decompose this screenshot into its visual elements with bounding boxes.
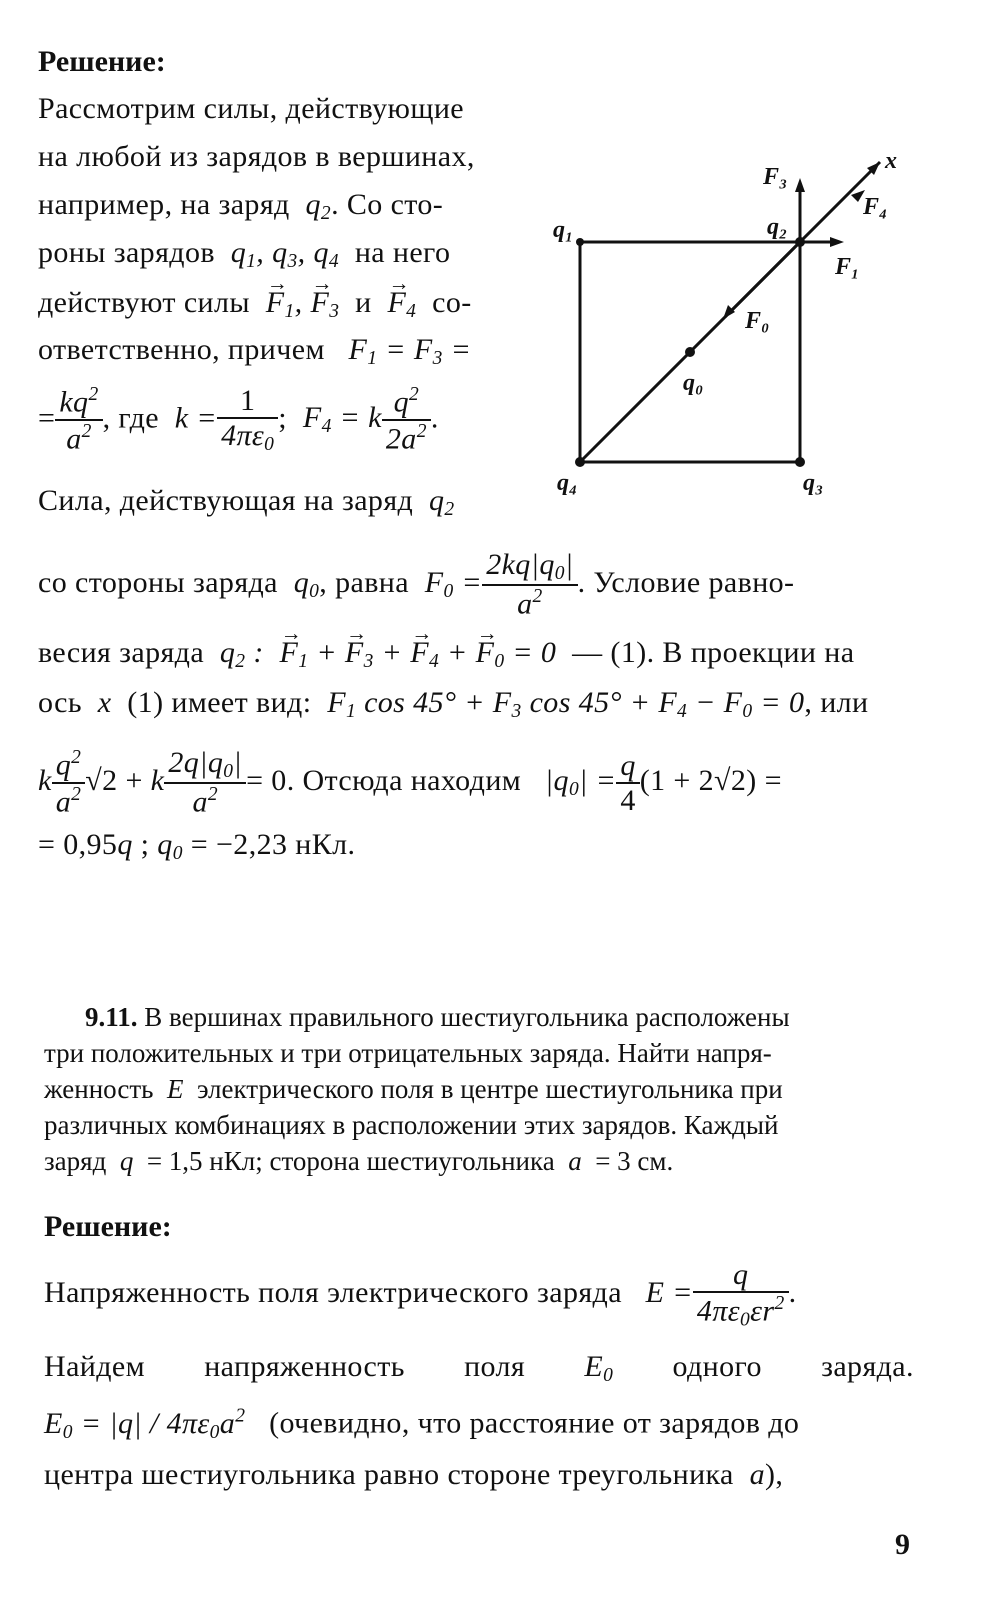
text-line: например, на заряд $q_2$. Со сто- xyxy=(38,188,444,224)
text-segment: . Со сто- xyxy=(331,188,444,221)
word: одного xyxy=(672,1350,762,1383)
text-segment: женность xyxy=(44,1074,154,1104)
text-segment: = −2,23 нКл. xyxy=(190,828,356,861)
text-line: Рассмотрим силы, действующие xyxy=(38,92,465,125)
formula-line: = 0,95q ; $q_0 = -2,23$ нКл. xyxy=(38,828,356,864)
word: заряда. xyxy=(821,1350,914,1383)
text-segment: и xyxy=(355,286,372,319)
label-q3: q₃ xyxy=(803,470,824,496)
text-segment: заряд xyxy=(44,1146,107,1176)
text-segment: ось xyxy=(38,686,82,719)
text-segment: (1) имеет вид: xyxy=(127,686,312,719)
text-segment: — (1). В проекции на xyxy=(572,636,855,669)
text-line: действуют силы → $F_1$, → $F_3$ $и \to F_4$ со- xyxy=(38,286,472,323)
formula-line: весия заряда $q_2$ : → $F_1$ + → $F_3$ + → $F_4$ + → $F_0 = 0$ — (1). В проекции на xyxy=(38,636,854,673)
text-segment: . Отсюда находим xyxy=(286,764,522,798)
text-segment: , равна xyxy=(319,566,409,600)
text-line: на любой из зарядов в вершинах, xyxy=(38,140,475,173)
charge-q2-dot xyxy=(795,237,805,247)
text-segment: со- xyxy=(432,286,472,319)
label-q4: q₄ xyxy=(557,470,578,496)
text-segment: . Условие равно- xyxy=(577,566,795,600)
formula-line: $E_0 = |q| / 4\pi\varepsilon_0a^2$ (очевидно, что расстояние от зарядов до xyxy=(44,1405,800,1443)
text-segment: = 3 см. xyxy=(595,1146,674,1176)
charges-square-figure xyxy=(545,140,925,500)
text-segment: Сила, действующая на заряд xyxy=(38,484,414,517)
page-number: 9 xyxy=(895,1528,910,1561)
formula-line: ось x (1) имеет вид: $F_1$ $\cos 45^\circ + F_3$ $\cos 45^\circ + F_4 - F_0 = 0$, или xyxy=(38,686,869,722)
text-segment: ), xyxy=(764,1458,784,1491)
text-segment: В вершинах правильного шестиугольника расположены xyxy=(144,1002,790,1032)
text-line: Сила, действующая на заряд $q_2$ xyxy=(38,484,455,520)
text-segment: = 1,5 нКл; сторона шестиугольника xyxy=(146,1146,555,1176)
label-q2: q₂ xyxy=(767,214,788,240)
text-segment: например, на заряд xyxy=(38,188,290,221)
text-line: ответственно, причем $F_1 = F_3$ = xyxy=(38,333,472,369)
text-segment: действуют силы xyxy=(38,286,250,319)
text-segment: ответственно, причем xyxy=(38,333,325,366)
formula-line: Напряженность поля электрического заряда E = $\frac{q}{4\pi\varepsilon_0\varepsilon r^2}$ . xyxy=(44,1258,797,1331)
text-segment: роны зарядов xyxy=(38,236,215,269)
text-line: Найдем напряженность поля $E_0$ одного заряда. xyxy=(44,1350,914,1386)
f3-arrowhead xyxy=(795,178,805,192)
charge-q4-dot xyxy=(575,457,585,467)
label-q0: q₀ xyxy=(683,370,704,396)
text-segment: на него xyxy=(354,236,451,269)
text-segment: , или xyxy=(804,686,869,719)
label-q1: q₁ xyxy=(553,217,574,243)
f1-arrowhead xyxy=(830,237,844,247)
problem-line: заряд q = 1,5 нКл; сторона шестиугольника a = 3 см. xyxy=(44,1146,674,1176)
label-f4: F₄ xyxy=(863,194,888,220)
text-segment: центра шестиугольника равно стороне треугольника xyxy=(44,1458,734,1491)
text-segment: со стороны заряда xyxy=(38,566,278,600)
text-segment: электрического поля в центре шестиугольника при xyxy=(196,1074,783,1104)
problem-line: три положительных и три отрицательных заряда. Найти напря- xyxy=(44,1038,772,1068)
text-segment: Напряженность поля электрического заряда xyxy=(44,1275,622,1309)
label-f0: F₀ xyxy=(745,308,770,334)
label-f1: F₁ xyxy=(835,254,860,280)
solution-heading-2: Решение: xyxy=(44,1210,172,1243)
label-f3: F₃ xyxy=(763,164,788,190)
formula-line: = $\frac{kq^2}{a^2}$ , где k = $\frac{1}{4\pi\varepsilon_0}$ ; $F_4 = k$ $\frac{q^2}{2a^2}$ . xyxy=(38,384,439,456)
word: поля xyxy=(464,1350,526,1383)
formula-line: со стороны заряда $q_0$, равна $F_0$ = $\frac{2kq|q_0|}{a^2}$ . Условие равно- xyxy=(38,548,795,621)
text-line: центра шестиугольника равно стороне треугольника a), xyxy=(44,1458,784,1491)
word: напряженность xyxy=(204,1350,405,1383)
solution-heading-1: Решение: xyxy=(38,45,166,78)
charge-q0-dot xyxy=(685,347,695,357)
text-segment: весия заряда xyxy=(38,636,205,669)
problem-line: различных комбинациях в расположении этих зарядов. Каждый xyxy=(44,1110,779,1140)
text-segment: ; xyxy=(140,828,158,861)
problem-line: женность E электрического поля в центре шестиугольника при xyxy=(44,1074,783,1104)
text-segment: = 0,95 xyxy=(38,828,118,861)
text-line: роны зарядов $q_1$, $q_3$, $q_4$ на него xyxy=(38,236,451,272)
formula-line: k $\frac{q^2}{a^2}$ √2 + k $\frac{2q|q_0|}{a^2}$ = 0. Отсюда находим $|q_0|$ = $\frac{q}{4}$ (1 + 2√2) = xyxy=(38,746,782,819)
charge-q3-dot xyxy=(795,457,805,467)
problem-line xyxy=(85,1002,790,1033)
label-x: x xyxy=(885,148,897,174)
text-segment: (очевидно, что расстояние от зарядов до xyxy=(269,1406,800,1440)
text-segment: , где xyxy=(102,401,159,435)
word: Найдем xyxy=(44,1350,145,1383)
problem-number: 9.11. xyxy=(85,1002,138,1032)
